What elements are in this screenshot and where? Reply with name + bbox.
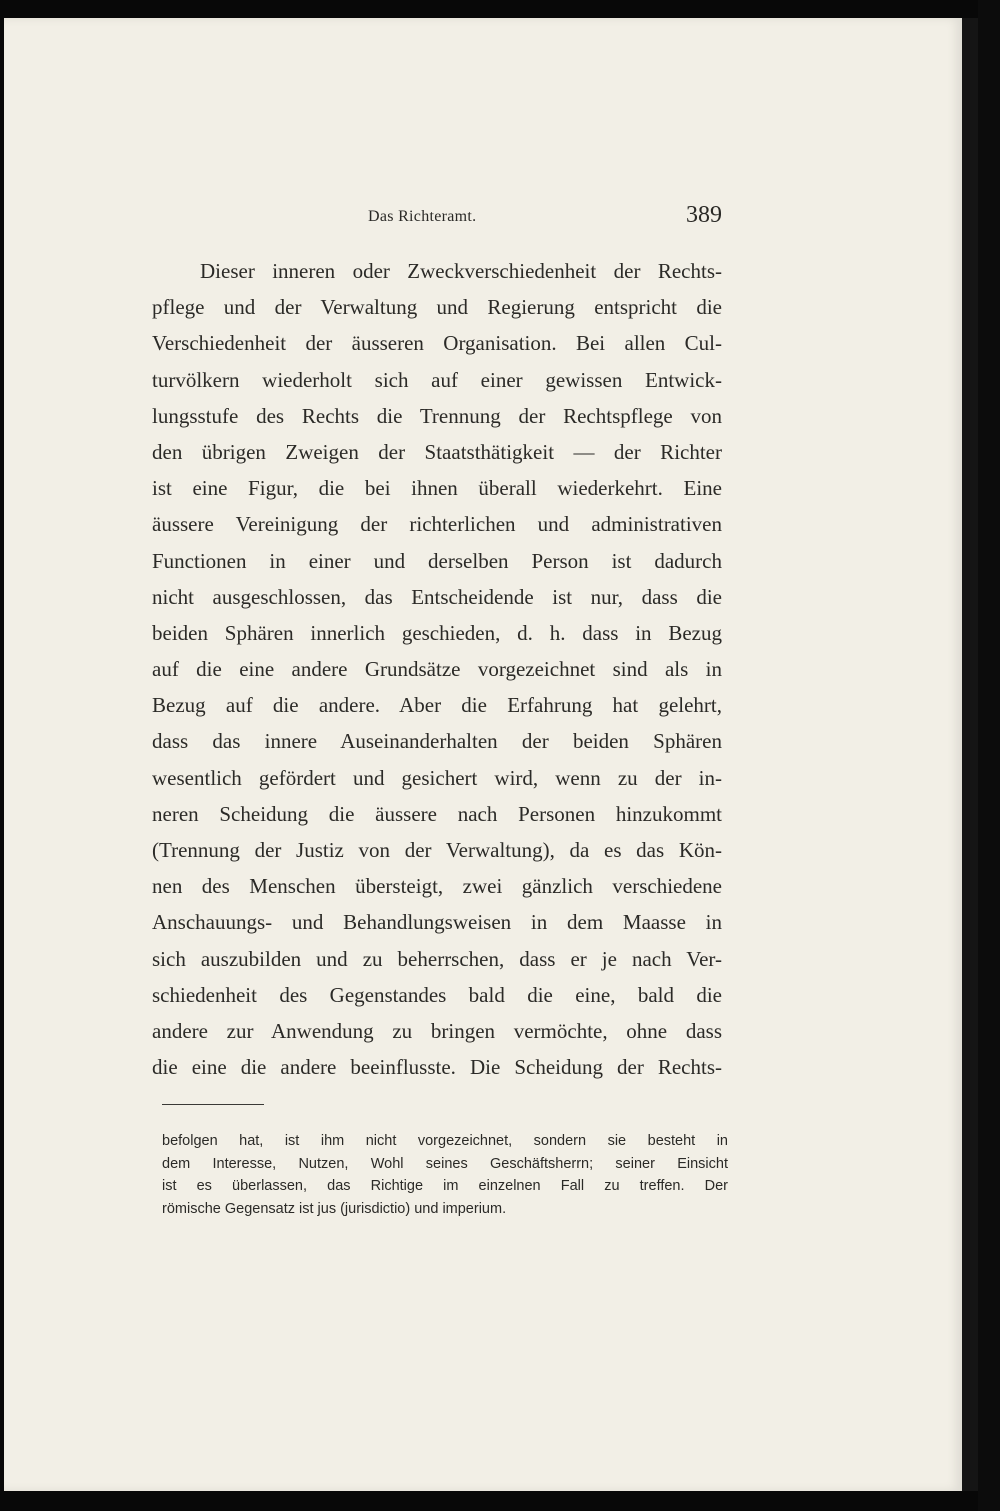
text-line: turvölkern wiederholt sich auf einer gewissen Entwick- bbox=[152, 367, 722, 392]
page-header bbox=[4, 202, 962, 232]
text-line: andere zur Anwendung zu bringen vermöchte, ohne dass bbox=[152, 1018, 722, 1043]
text-line: dass das innere Auseinanderhalten der beiden Sphären bbox=[152, 729, 722, 754]
text-line: schiedenheit des Gegenstandes bald die eine, bald die bbox=[152, 982, 722, 1007]
text-line: wesentlich gefördert und gesichert wird, wenn zu der in- bbox=[152, 765, 722, 790]
text-line: lungsstufe des Rechts die Trennung der Rechtspflege von bbox=[152, 403, 722, 428]
page-edge-shadow bbox=[962, 18, 978, 1491]
text-line: äussere Vereinigung der richterlichen und administrativen bbox=[152, 512, 722, 537]
text-line: neren Scheidung die äussere nach Personen hinzukommt bbox=[152, 801, 722, 826]
text-line: (Trennung der Justiz von der Verwaltung), da es das Kön- bbox=[152, 838, 722, 862]
page-number: 389 bbox=[686, 202, 722, 228]
text-line: nen des Menschen übersteigt, zwei gänzlich verschiedene bbox=[152, 874, 722, 899]
main-text bbox=[152, 253, 722, 1085]
footnote-line: dem Interesse, Nutzen, Wohl seines Geschäftsherrn; seiner Einsicht bbox=[162, 1155, 728, 1172]
footnote-line: ist es überlassen, das Richtige im einzelnen Fall zu treffen. Der bbox=[162, 1178, 728, 1195]
text-line: beiden Sphären innerlich geschieden, d. h. dass in Bezug bbox=[152, 620, 722, 645]
footnote-line: befolgen hat, ist ihm nicht vorgezeichnet, sondern sie besteht in bbox=[162, 1133, 728, 1149]
text-line: die eine die andere beeinflusste. Die Scheidung der Rechts- bbox=[152, 1055, 722, 1080]
scan-border bbox=[978, 0, 1000, 1511]
text-line: den übrigen Zweigen der Staatsthätigkeit — der Richter bbox=[152, 439, 722, 464]
book-page bbox=[4, 18, 962, 1491]
text-line: Dieser inneren oder Zweckverschiedenheit der Rechts- bbox=[200, 259, 722, 283]
running-title: Das Richteramt. bbox=[368, 208, 477, 225]
text-line: sich auszubilden und zu beherrschen, dass er je nach Ver- bbox=[152, 946, 722, 971]
text-line: Bezug auf die andere. Aber die Erfahrung hat gelehrt, bbox=[152, 693, 722, 718]
text-line: auf die eine andere Grundsätze vorgezeichnet sind als in bbox=[152, 657, 722, 682]
text-line: Anschauungs- und Behandlungsweisen in dem Maasse in bbox=[152, 910, 722, 935]
footnote bbox=[162, 1130, 728, 1220]
text-line: nicht ausgeschlossen, das Entscheidende ist nur, dass die bbox=[152, 584, 722, 609]
footnote-line: römische Gegensatz ist jus (jurisdictio) und imperium. bbox=[162, 1200, 507, 1217]
text-line: ist eine Figur, die bei ihnen überall wiederkehrt. Eine bbox=[152, 476, 722, 501]
text-line: pflege und der Verwaltung und Regierung entspricht die bbox=[152, 295, 722, 320]
text-line: Verschiedenheit der äusseren Organisation. Bei allen Cul- bbox=[152, 331, 722, 356]
footnote-divider bbox=[162, 1104, 264, 1105]
text-line: Functionen in einer und derselben Person ist dadurch bbox=[152, 548, 722, 573]
